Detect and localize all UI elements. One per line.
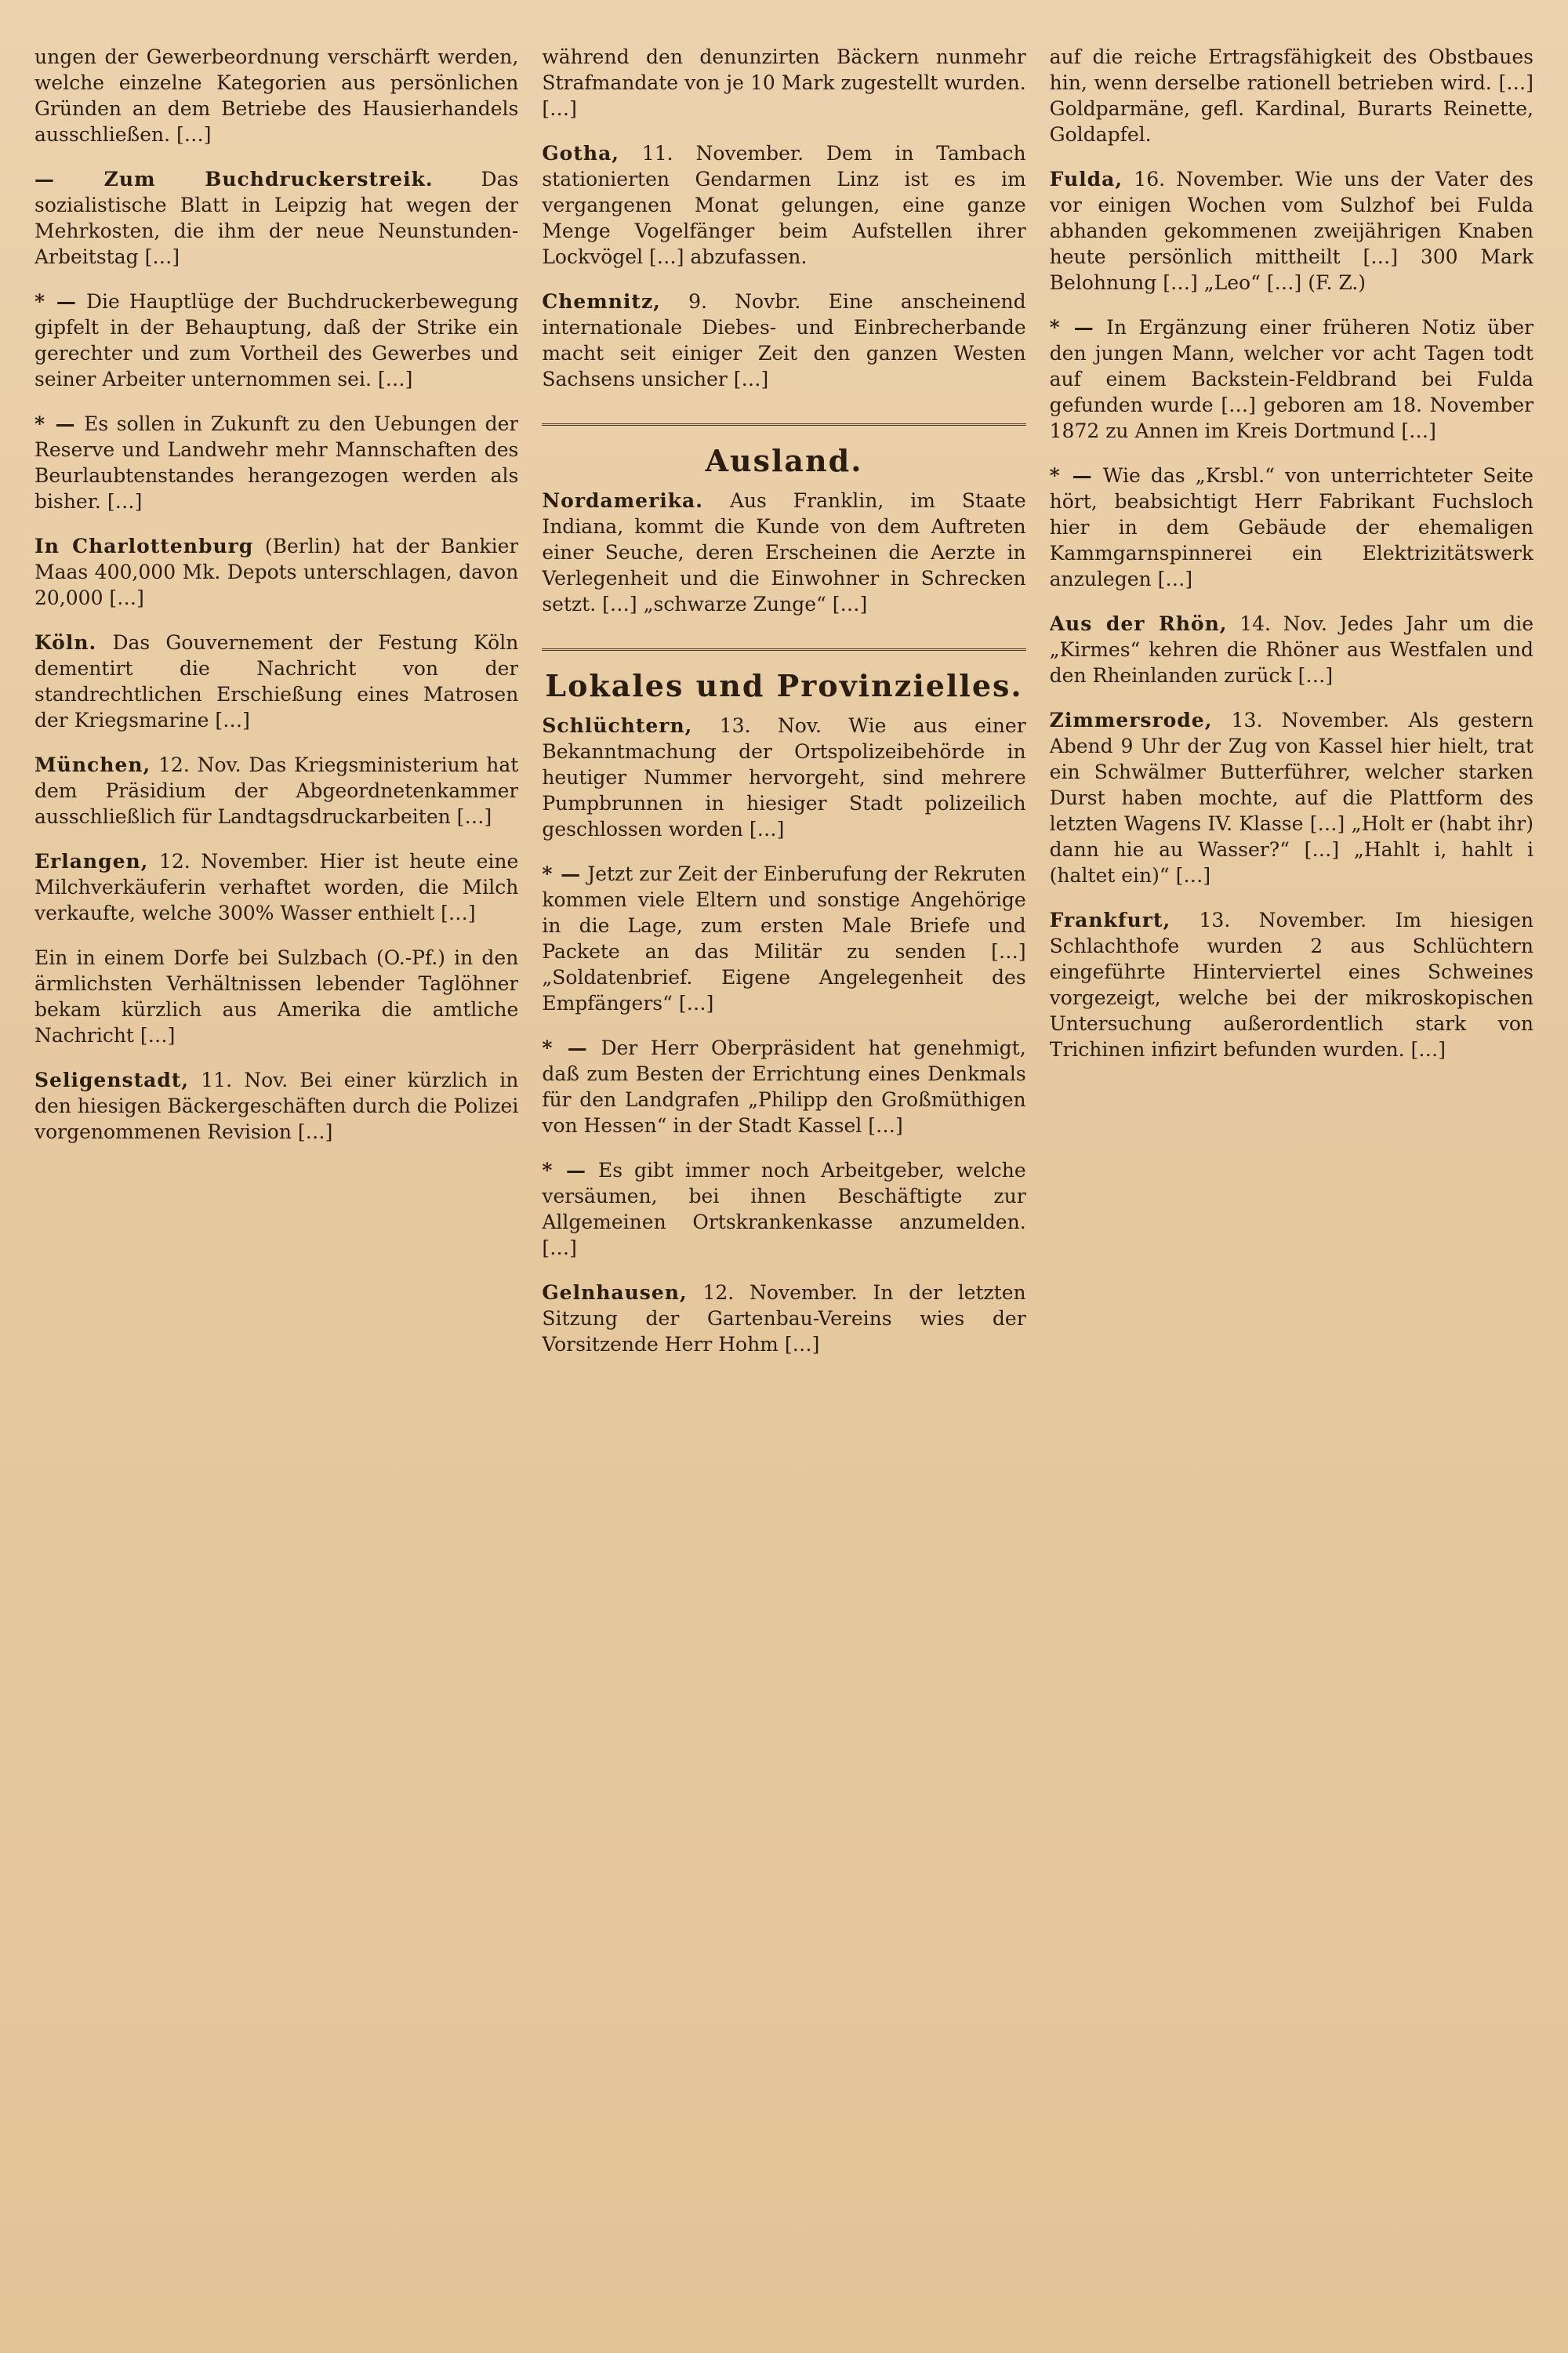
article-text: Es gibt immer noch Arbeitgeber, welche versäumen, bei ihnen Beschäftigte zur Allgemeinen Ortskrankenkasse anzumelden. […] [542,1159,1026,1259]
article-paragraph [34,630,518,733]
article-text: In Ergänzung einer früheren Notiz über den jungen Mann, welcher vor acht Tagen todt auf einem Backstein-Feldbrand bei Fulda gefunden wurde […] geboren am 18. November 1872 zu Annen im Kreis Dortmund […] [1049,316,1534,442]
article-text: 14. Nov. Jedes Jahr um die „Kirmes“ kehren die Rhöner aus Westfalen und den Rheinlanden zurück […] [1049,612,1534,687]
article-lead: In Charlottenburg [34,535,254,557]
article-text: Jetzt zur Zeit der Einberufung der Rekruten kommen viele Eltern und sonstige Angehörige in die Lage, zum ersten Male Briefe und Packete an das Militär zu senden […] „Soldatenbrief. Eigene Angelegenheit des Empfängers“ […] [542,862,1026,1015]
article-paragraph [34,166,518,270]
article-paragraph [1050,166,1534,296]
article-paragraph [1050,463,1534,592]
article-paragraph [1050,907,1534,1062]
article-text: 12. November. In der letzten Sitzung der Gartenbau-Vereins wies der Vorsitzende Herr Hohm […] [542,1281,1026,1356]
article-lead: Nordamerika. [542,489,703,512]
article-paragraph [34,1067,518,1145]
article-paragraph [1050,707,1534,888]
article-text: Wie das „Krsbl.“ von unterrichteter Seite hört, beabsichtigt Herr Fabrikant Fuchsloch hier in dem Gebäude der ehemaligen Kammgarnspinnerei ein Elektrizitätswerk anzulegen […] [1049,464,1534,590]
article-paragraph [542,1035,1025,1138]
article-text: 12. November. Hier ist heute eine Milchverkäuferin verhaftet worden, die Milch verkaufte, welche 300% Wasser enthielt […] [34,850,519,924]
article-lead: * — [1049,464,1093,487]
article-paragraph [542,140,1025,270]
article-lead: * — [542,1159,587,1182]
article-text: Der Herr Oberpräsident hat genehmigt, daß zum Besten der Errichtung eines Denkmals für den Landgrafen „Philipp den Großmüthigen von Hessen“ in der Stadt Kassel […] [542,1037,1026,1137]
article-lead: * — [34,290,77,313]
article-lead: München, [34,753,151,776]
article-paragraph [1050,611,1534,688]
article-text: 11. November. Dem in Tambach stationierten Gendarmen Linz ist es im vergangenen Monat gelungen, eine ganze Menge Vogelfänger beim Aufstellen ihrer Lockvögel […] abzufassen. [542,142,1026,268]
article-text: 13. Nov. Wie aus einer Bekanntmachung der Ortspolizeibehörde in heutiger Nummer hervorgeht, sind mehrere Pumpbrunnen in hiesiger Stadt polizeilich geschlossen worden […] [542,714,1026,841]
section-rule [542,648,1025,651]
article-lead: Erlangen, [34,850,149,873]
article-text: 12. Nov. Das Kriegsministerium hat dem Präsidium der Abgeordnetenkammer ausschließlich für Landtagsdruckarbeiten […] [34,753,519,828]
article-lead: Frankfurt, [1049,909,1171,931]
article-lead: Aus der Rhön, [1049,612,1228,635]
section-heading: Lokales und Provinzielles. [545,668,1023,703]
article-text: Das sozialistische Blatt in Leipzig hat wegen der Mehrkosten, die ihm der neue Neunstunden-Arbeitstag […] [34,168,519,268]
article-lead: Schlüchtern, [542,714,693,737]
article-paragraph [34,752,518,830]
article-text: Ein in einem Dorfe bei Sulzbach (O.-Pf.) in den ärmlichsten Verhältnissen lebender Taglöhner bekam kürzlich aus Amerika die amtliche Nachricht […] [34,946,519,1047]
article-text: Das Gouvernement der Festung Köln dementirt die Nachricht von der standrechtlichen Erschießung eines Matrosen der Kriegsmarine […] [34,631,519,732]
section-rule [542,423,1025,426]
article-lead: * — [1049,316,1094,339]
article-lead: Fulda, [1049,168,1123,191]
column-1 [34,44,518,2322]
article-paragraph [1050,44,1534,147]
article-lead: * — [542,862,582,885]
article-paragraph [542,289,1025,392]
article-text: Es sollen in Zukunft zu den Uebungen der Reserve und Landwehr mehr Mannschaften des Beurlaubtenstandes herangezogen werden als bisher. […] [34,412,519,513]
article-lead: * — [542,1037,588,1059]
article-lead: Zimmersrode, [1049,709,1213,732]
article-text: Aus Franklin, im Staate Indiana, kommt die Kunde von dem Auftreten einer Seuche, deren Erscheinen die Aerzte in Verlegenheit und die Einwohner in Schrecken setzt. […] „schwarze Zunge“ […] [542,489,1026,615]
article-paragraph [542,713,1025,842]
article-lead: Gelnhausen, [542,1281,688,1304]
article-lead: Seligenstadt, [34,1069,190,1091]
article-text: 11. Nov. Bei einer kürzlich in den hiesigen Bäckergeschäften durch die Polizei vorgenommenen Revision […] [34,1069,519,1143]
article-text: auf die reiche Ertragsfähigkeit des Obstbaues hin, wenn derselbe rationell betrieben wird. […] Goldparmäne, gefl. Kardinal, Burarts Reinette, Goldapfel. [1049,45,1534,146]
article-paragraph [34,411,518,514]
article-text: (Berlin) hat der Bankier Maas 400,000 Mk. Depots unterschlagen, davon 20,000 […] [34,535,519,609]
article-paragraph [34,945,518,1048]
article-text: Die Hauptlüge der Buchdruckerbewegung gipfelt in der Behauptung, daß der Strike ein gerechter und zum Vortheil des Gewerbes und seiner Arbeiter unternommen sei. […] [34,290,519,390]
article-paragraph [542,1157,1025,1261]
article-text: 16. November. Wie uns der Vater des vor einigen Wochen vom Sulzhof bei Fulda abhanden gekommenen zweijährigen Knaben heute persönlich mittheilt […] 300 Mark Belohnung […] „Leo“ […] (F. Z.) [1049,168,1534,294]
column-2 [542,44,1025,2322]
article-lead: Gotha, [542,142,619,165]
article-text: 9. Novbr. Eine anscheinend internationale Diebes- und Einbrecherbande macht seit einiger Zeit den ganzen Westen Sachsens unsicher […] [542,290,1026,390]
article-paragraph [542,1280,1025,1357]
article-paragraph [542,44,1025,122]
article-paragraph [542,861,1025,1016]
article-paragraph [34,848,518,926]
article-lead: — Zum Buchdruckerstreik. [34,168,434,191]
article-paragraph [34,533,518,611]
section-heading: Ausland. [705,443,863,478]
article-paragraph [34,289,518,392]
article-lead: Köln. [34,631,97,654]
article-lead: * — [34,412,76,435]
article-text: 13. November. Als gestern Abend 9 Uhr der Zug von Kassel hier hielt, trat ein Schwälmer Butterführer, welcher starken Durst haben mochte, auf die Plattform des letzten Wagens IV. Klasse […] „Holt er (habt ihr) dann hie au Wasser?“ […] „Hahlt i, hahlt i (haltet ein)“ […] [1049,709,1534,887]
column-3 [1050,44,1534,2322]
article-paragraph [1050,314,1534,444]
article-paragraph [34,44,518,147]
article-text: ungen der Gewerbeordnung verschärft werden, welche einzelne Kategorien aus persönlichen Gründen an dem Betriebe des Hausierhandels ausschließen. […] [34,45,519,146]
article-paragraph [542,488,1025,617]
column-grid [34,44,1534,2322]
article-lead: Chemnitz, [542,290,661,313]
article-text: 13. November. Im hiesigen Schlachthofe wurden 2 aus Schlüchtern eingeführte Hinterviertel eines Schweines vorgezeigt, welche bei der mikroskopischen Untersuchung außerordentlich stark von Trichinen infizirt befunden wurden. […] [1049,909,1534,1061]
article-text: während den denunzirten Bäckern nunmehr Strafmandate von je 10 Mark zugestellt wurden. […] [542,45,1026,120]
